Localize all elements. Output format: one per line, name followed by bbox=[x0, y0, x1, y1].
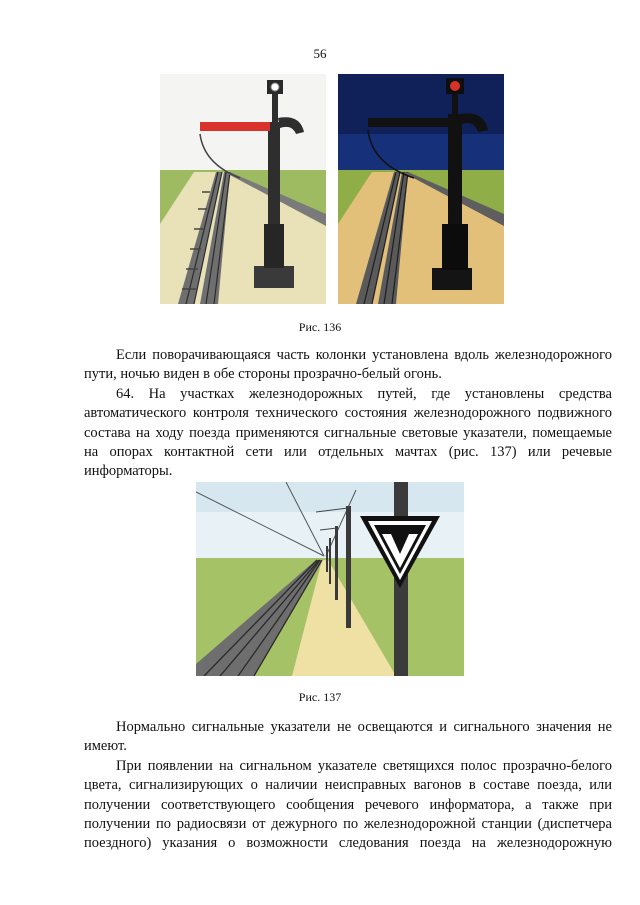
paragraph-block-2 bbox=[84, 718, 612, 854]
paragraph-3: Нормально сигнальные указатели не освещаются и сигнального значения не имеют. bbox=[84, 719, 612, 755]
paragraph-2: 64. На участках железнодорожных путей, где установлены средства автоматического контроля технического состояния железнодорожного подвижного состава на ходу поезда применяются сигнальные световые указатели, помещаемые на опорах контактной сети или отдельных мачтах (рис. 137) или речевые информаторы. bbox=[84, 385, 612, 480]
page-number: 56 bbox=[313, 46, 327, 61]
figure-136-caption: Рис. 136 bbox=[298, 320, 342, 334]
night-view-panel bbox=[338, 74, 504, 304]
figure-136-illustration bbox=[160, 74, 504, 304]
day-view-panel bbox=[160, 74, 326, 304]
figure-137-illustration bbox=[196, 482, 464, 676]
paragraph-4: При появлении на сигнальном указателе светящихся полос прозрачно-белого цвета, сигнализирующих о наличии неисправных вагонов в составе поезда, или получении соответствующего сообщения речевого информатора, а также при получении по радиосвязи от дежурного по железнодорожной станции (диспетчера поездного) указания о возможности следования поезда на железнодорожную bbox=[84, 757, 612, 852]
paragraph-block-1 bbox=[84, 346, 612, 482]
figure-136 bbox=[160, 74, 504, 304]
figure-137 bbox=[196, 482, 464, 676]
paragraph-1: Если поворачивающаяся часть колонки установлена вдоль железнодорожного пути, ночью виден в обе стороны прозрачно-белый огонь. bbox=[84, 347, 612, 383]
figure-137-caption: Рис. 137 bbox=[298, 690, 342, 704]
